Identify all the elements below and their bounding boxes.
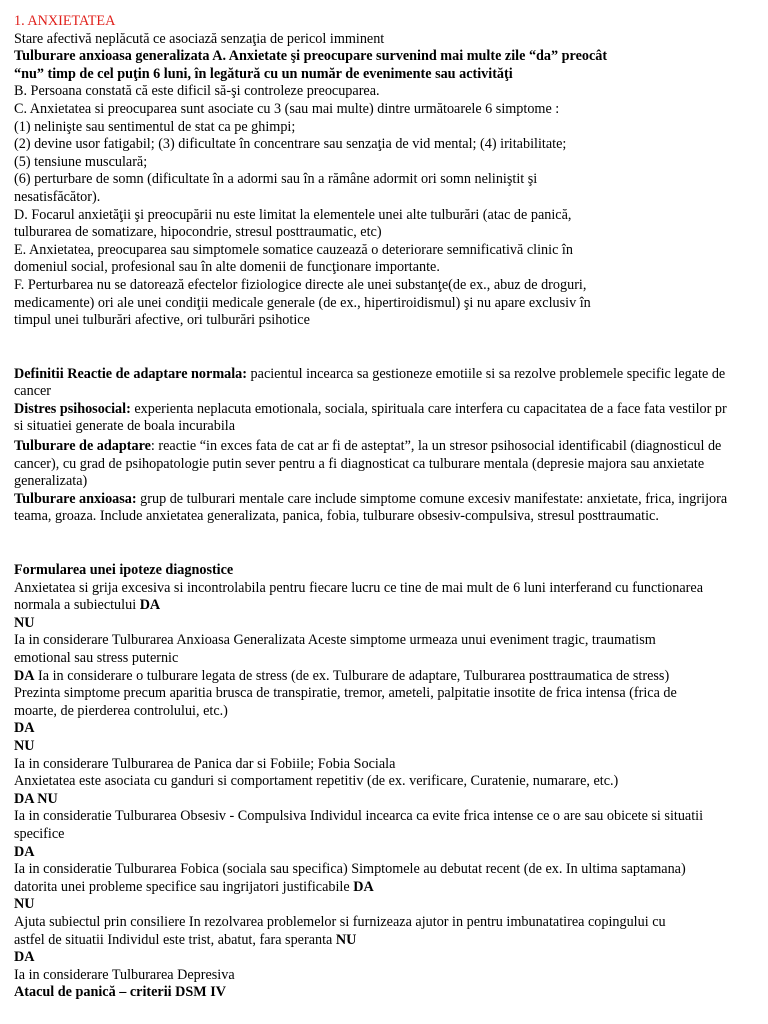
text-line: [14, 808, 768, 826]
text-line: [14, 136, 768, 154]
bold-text: Tulburare anxioasa generalizata A. Anxietate şi preocupare survenind mai multe zile “da” preocât: [14, 48, 608, 65]
text-line: [14, 189, 768, 207]
text-line: [14, 738, 768, 756]
text-line: [14, 703, 768, 721]
text-line: [14, 418, 768, 436]
text-line: [14, 508, 768, 526]
text-line: [14, 914, 768, 932]
paragraph-gap: [14, 526, 768, 562]
text-line: [14, 967, 768, 985]
text-line: [14, 31, 768, 49]
line-text: specifice: [14, 825, 65, 842]
line-text: Ia in consideratie Tulburarea Fobica (sociala sau specifica) Simptomele au debutat recent (de ex. In ultima saptamana): [14, 861, 686, 878]
text-line: [14, 685, 768, 703]
line-text: Ia in considerare Tulburarea Depresiva: [14, 966, 235, 983]
line-text: moarte, de pierderea controlului, etc.): [14, 702, 228, 719]
line-text: experienta neplacuta emotionala, sociala, spirituala care interfera cu capacitatea de a face fata vestilor pr: [130, 400, 727, 417]
line-text: : reactie “in exces fata de cat ar fi de asteptat”, la un stresor psihosocial identificabil (diagnosticul de: [150, 438, 722, 455]
text-line: [14, 401, 768, 419]
text-line: [14, 83, 768, 101]
line-text: (5) tensiune musculară;: [14, 153, 148, 170]
line-text: astfel de situatii Individul este trist, abatut, fara speranta: [14, 931, 336, 948]
line-text: Anxietatea este asociata cu ganduri si comportament repetitiv (de ex. verificare, Curatenie, numarare, etc.): [14, 773, 619, 790]
line-text: C. Anxietatea si preocuparea sunt asociate cu 3 (sau mai multe) dintre următoarele 6 simptome :: [14, 100, 560, 117]
bold-text: Formularea unei ipoteze diagnostice: [14, 562, 234, 579]
text-line: [14, 48, 768, 66]
bold-text: Atacul de panică – criterii DSM IV: [14, 984, 226, 1001]
line-text: grup de tulburari mentale care include simptome comune excesiv manifestate: anxietate, frica, ingrijora: [136, 490, 728, 507]
text-line: [14, 984, 768, 1002]
line-text: medicamente) ori ale unei condiţii medicale generale (de ex., hipertiroidismul) şi nu apare exclusiv în: [14, 294, 591, 311]
text-line: [14, 896, 768, 914]
line-text: generalizata): [14, 473, 88, 490]
text-line: [14, 383, 768, 401]
line-text: Ia in considerare Tulburarea Anxioasa Generalizata Aceste simptome urmeaza unui eveniment tragic, traumatism: [14, 632, 656, 649]
text-line: [14, 366, 768, 384]
text-line: [14, 826, 768, 844]
line-text: cancer), cu grad de psihopatologie putin sever pentru a fi diagnosticat ca tulburare mentala (depresie majora sau anxietate: [14, 455, 705, 472]
bold-text: Definitii Reactie de adaptare normala:: [14, 365, 247, 382]
line-text: 1. ANXIETATEA: [14, 13, 116, 29]
line-text: Ia in considerare Tulburarea de Panica dar si Fobiile; Fobia Sociala: [14, 755, 396, 772]
line-text: (2) devine usor fatigabil; (3) dificultate în concentrare sau senzaţia de vid mental; (4) iritabilitate;: [14, 136, 567, 153]
line-text: normala a subiectului: [14, 597, 140, 614]
text-line: [14, 491, 768, 509]
text-line: [14, 312, 768, 330]
text-line: [14, 932, 768, 950]
text-line: [14, 580, 768, 598]
line-text: Anxietatea si grija excesiva si incontrolabila pentru fiecare lucru ce tine de mai mult de 6 luni interferand cu functionarea: [14, 579, 703, 596]
bold-answer: NU: [335, 931, 357, 948]
document-body: [14, 13, 768, 1002]
text-line: [14, 597, 768, 615]
text-line: [14, 650, 768, 668]
text-line: [14, 277, 768, 295]
line-text: teama, groaza. Include anxietatea generalizata, panica, fobia, tulburare obsesiv-compulsiva, stresul posttraumatic.: [14, 508, 659, 525]
bold-text: “nu” timp de cel puţin 6 luni, în legătură cu un număr de evenimente sau activităţi: [14, 65, 513, 82]
text-line: [14, 456, 768, 474]
bold-answer: DA: [353, 878, 374, 895]
text-line: [14, 879, 768, 897]
text-line: [14, 668, 768, 686]
bold-text: NU: [14, 737, 35, 754]
line-text: (1) nelinişte sau sentimentul de stat ca pe ghimpi;: [14, 118, 296, 135]
text-line: [14, 438, 768, 456]
bold-text: NU: [14, 614, 35, 631]
bold-text: DA: [14, 843, 35, 860]
line-text: Ia in considerare o tulburare legata de stress (de ex. Tulburare de adaptare, Tulburarea posttraumatica de stress): [34, 667, 670, 684]
bold-text: DA NU: [14, 790, 58, 807]
line-text: domeniul social, profesional sau în alte domenii de funcţionare importante.: [14, 259, 440, 276]
text-line: [14, 844, 768, 862]
text-line: [14, 242, 768, 260]
line-text: emotional sau stress puternic: [14, 650, 179, 666]
text-line: [14, 295, 768, 313]
line-text: cancer: [14, 383, 52, 400]
text-line: [14, 66, 768, 84]
text-line: [14, 632, 768, 650]
bold-text: DA: [14, 720, 35, 737]
line-text: Prezinta simptome precum aparitia brusca de transpiratie, tremor, ameteli, palpitatie insotite de frica intensa (frica de: [14, 685, 677, 702]
line-text: Ajuta subiectul prin consiliere In rezolvarea problemelor si furnizeaza ajutor in pentru imbunatatirea copingului cu: [14, 913, 666, 930]
line-text: B. Persoana constată că este dificil să-şi controleze preocuparea.: [14, 83, 380, 100]
text-line: [14, 949, 768, 967]
line-text: nesatisfăcător).: [14, 188, 101, 205]
line-text: timpul unei tulburări afective, ori tulburări psihotice: [14, 312, 310, 329]
bold-text: DA: [14, 667, 35, 684]
bold-text: Tulburare de adaptare: [14, 438, 151, 455]
text-line: [14, 562, 768, 580]
text-line: [14, 773, 768, 791]
line-text: tulburarea de somatizare, hipocondrie, stresul posttraumatic, etc): [14, 224, 382, 241]
text-line: [14, 791, 768, 809]
text-line: [14, 207, 768, 225]
text-line: [14, 154, 768, 172]
text-line: [14, 171, 768, 189]
bold-answer: DA: [139, 597, 161, 614]
text-line: [14, 861, 768, 879]
line-text: E. Anxietatea, preocuparea sau simptomele somatice cauzează o deteriorare semnificativă clinic în: [14, 241, 573, 258]
text-line: [14, 119, 768, 137]
line-text: Ia in consideratie Tulburarea Obsesiv - Compulsiva Individul incearca ca evite frica intense ce o are sau obicete si situatii: [14, 808, 704, 825]
bold-text: Tulburare anxioasa:: [14, 490, 137, 507]
line-text: pacientul incearca sa gestioneze emotiile si sa rezolve problemele specific legate de: [247, 365, 726, 382]
text-line: [14, 473, 768, 491]
text-line: [14, 756, 768, 774]
bold-text: DA: [14, 949, 35, 966]
line-text: (6) perturbare de somn (dificultate în a adormi sau în a rămâne adormit ori somn neliniştit şi: [14, 171, 538, 188]
text-line: [14, 720, 768, 738]
text-line: [14, 259, 768, 277]
text-line: [14, 101, 768, 119]
text-line: [14, 13, 768, 31]
text-line: [14, 224, 768, 242]
paragraph-gap: [14, 330, 768, 366]
line-text: si situatiei generate de boala incurabila: [14, 418, 235, 435]
line-text: D. Focarul anxietăţii şi preocupării nu este limitat la elementele unei alte tulburări (atac de panică,: [14, 206, 572, 223]
bold-text: NU: [14, 896, 35, 913]
line-text: F. Perturbarea nu se datorează efectelor fiziologice directe ale unei substanţe(de ex., abuz de droguri,: [14, 276, 587, 293]
bold-text: Distres psihosocial:: [14, 400, 131, 417]
line-text: datorita unei probleme specifice sau ingrijatori justificabile: [14, 878, 354, 895]
text-line: [14, 615, 768, 633]
line-text: Stare afectivă neplăcută ce asociază senzaţia de pericol imminent: [14, 30, 385, 47]
